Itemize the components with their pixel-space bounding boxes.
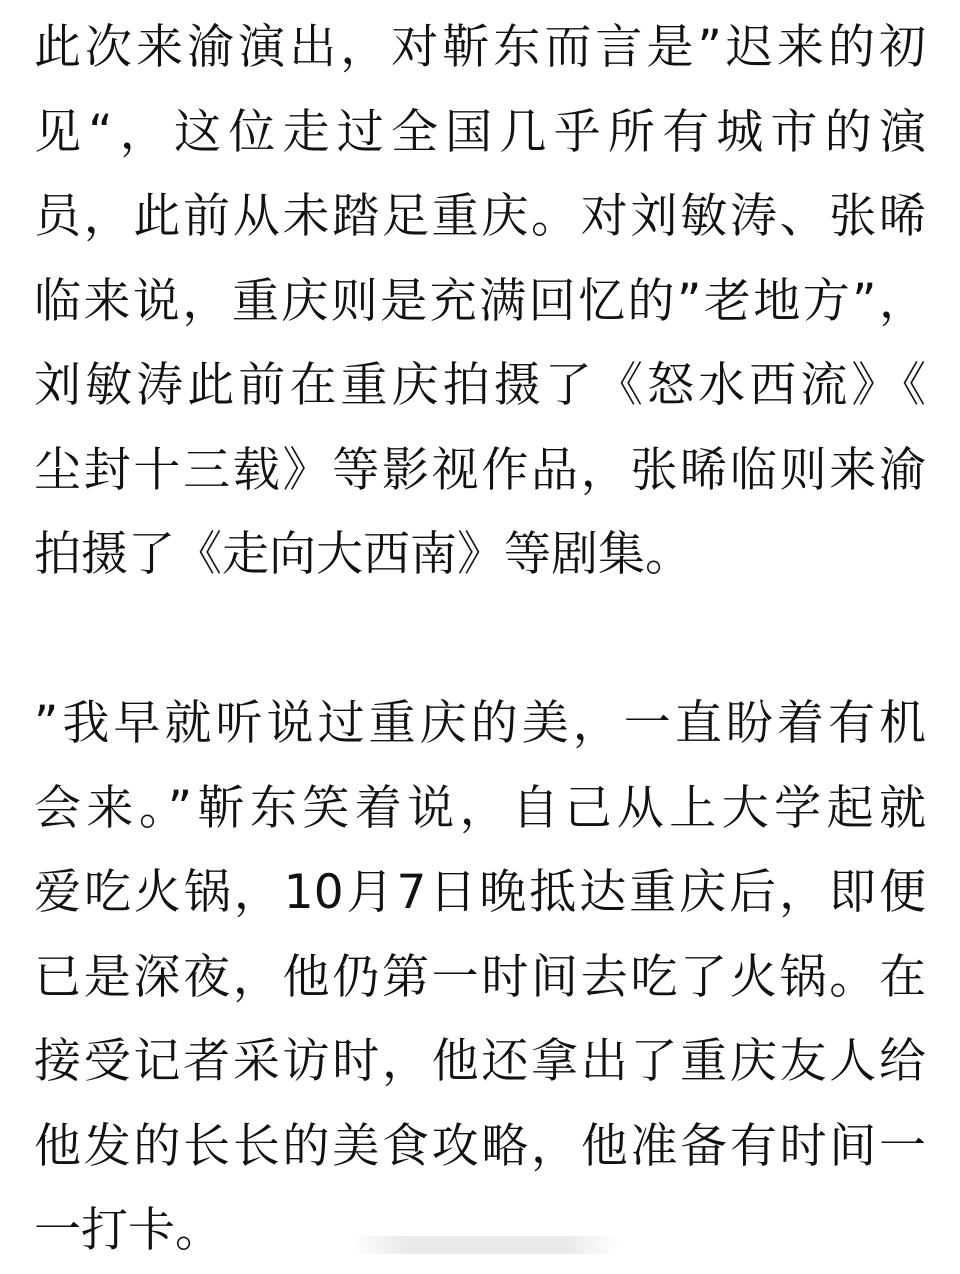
paragraph-line: 爱吃火锅，10月7日晚抵达重庆后，即便 — [34, 865, 926, 920]
paragraph-1 — [34, 6, 926, 598]
paragraph-line: 接受记者采访时，他还拿出了重庆友人给 — [34, 1034, 926, 1089]
paragraph-line: 此次来渝演出，对靳东而言是”迟来的初 — [34, 20, 926, 75]
paragraph-line: 刘敏涛此前在重庆拍摄了《怒水西流》《 — [34, 358, 926, 413]
paragraph-line: 一打卡。 — [34, 1203, 222, 1258]
faded-watermark — [350, 1236, 620, 1254]
paragraph-gap — [34, 598, 926, 683]
paragraph-2 — [34, 682, 926, 1274]
paragraph-line: 拍摄了《走向大西南》等剧集。 — [34, 527, 692, 582]
paragraph-line: 尘封十三载》等影视作品，张晞临则来渝 — [34, 442, 926, 498]
paragraph-line: ”我早就听说过重庆的美，一直盼着有机 — [34, 696, 926, 751]
paragraph-line: 员，此前从未踏足重庆。对刘敏涛、张晞 — [34, 189, 926, 244]
paragraph-line: 临来说，重庆则是充满回忆的”老地方”， — [34, 273, 926, 329]
paragraph-line: 他发的长长的美食攻略，他准备有时间一 — [34, 1118, 926, 1174]
paragraph-line: 已是深夜，他仍第一时间去吃了火锅。在 — [34, 949, 926, 1005]
paragraph-line: 见“，这位走过全国几乎所有城市的演 — [34, 104, 926, 160]
paragraph-line: 会来。”靳东笑着说，自己从上大学起就 — [34, 780, 926, 836]
